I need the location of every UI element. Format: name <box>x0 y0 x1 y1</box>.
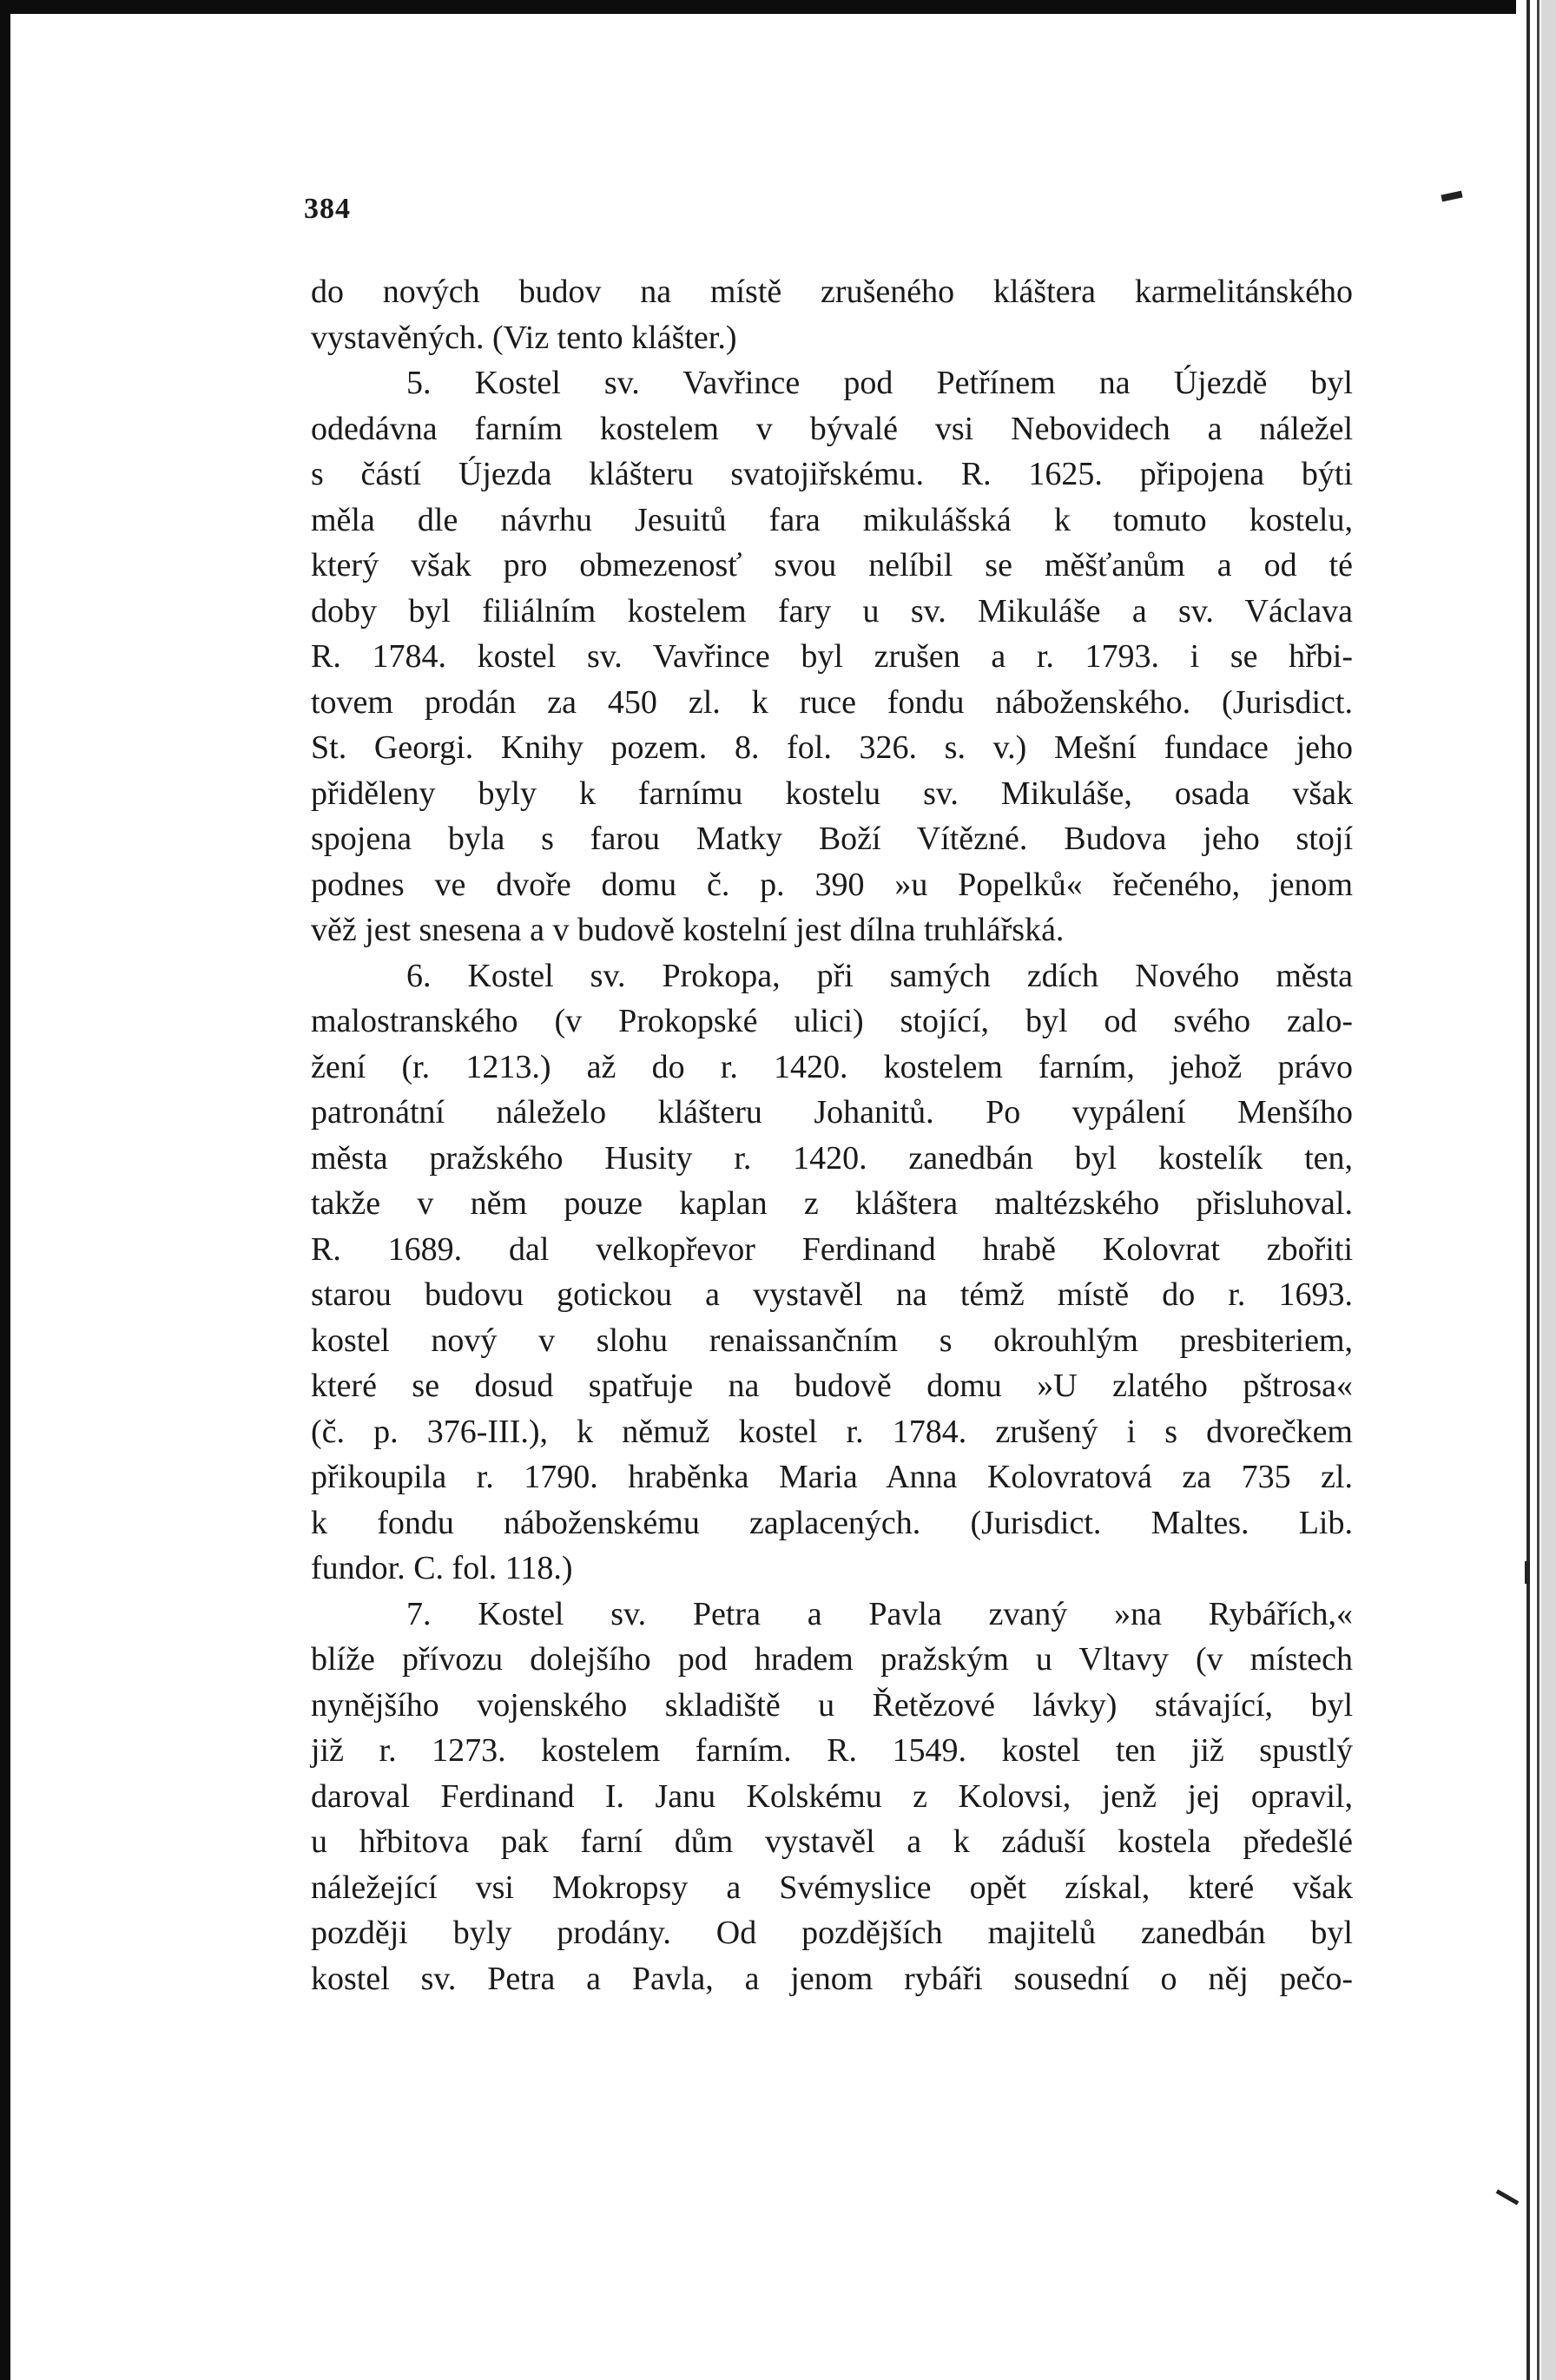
scan-right-edge-line <box>1526 0 1530 2380</box>
body-text <box>311 269 1353 2001</box>
text-line: starou budovu gotickou a vystavěl na témž místě do r. 1693. <box>311 1276 1353 1313</box>
scan-right-edge-line-secondary <box>1537 0 1540 2380</box>
text-line: který však pro obmezenosť svou nelíbil se měšťanům a od té <box>311 547 1353 583</box>
text-line: které se dosud spatřuje na budově domu »U zlatého pštrosa« <box>311 1368 1353 1404</box>
text-line: vystavěných. (Viz tento klášter.) <box>311 319 737 356</box>
text-line: přiděleny byly k farnímu kostelu sv. Mikuláše, osada však <box>311 775 1353 812</box>
text-line: R. 1784. kostel sv. Vavřince byl zrušen a r. 1793. i se hřbi- <box>311 638 1353 675</box>
page-number: 384 <box>304 193 351 225</box>
scan-top-border <box>0 0 1556 14</box>
text-line: (č. p. 376-III.), k němuž kostel r. 1784. zrušený i s dvorečkem <box>311 1413 1353 1450</box>
text-line: kostel sv. Petra a Pavla, a jenom rybáři sousední o něj pečo- <box>311 1960 1353 1997</box>
text-line: již r. 1273. kostelem farním. R. 1549. kostel ten již spustlý <box>311 1732 1353 1769</box>
text-line: podnes ve dvoře domu č. p. 390 »u Popelků« řečeného, jenom <box>311 866 1353 903</box>
text-line: St. Georgi. Knihy pozem. 8. fol. 326. s. v.) Mešní fundace jeho <box>311 729 1353 766</box>
text-line: přikoupila r. 1790. hraběnka Maria Anna Kolovratová za 735 zl. <box>311 1459 1353 1495</box>
text-line: odedávna farním kostelem v bývalé vsi Nebovidech a náležel <box>311 410 1353 447</box>
text-line: s částí Újezda klášteru svatojiřskému. R. 1625. připojena býti <box>311 456 1353 492</box>
text-line: později byly prodány. Od pozdějších majitelů zanedbán byl <box>311 1915 1353 1951</box>
text-line: náležející vsi Mokropsy a Svémyslice opět získal, které však <box>311 1869 1353 1906</box>
text-line: věž jest snesena a v budově kostelní jest dílna truhlářská. <box>311 912 1065 948</box>
text-line: doby byl filiálním kostelem fary u sv. Mikuláše a sv. Václava <box>311 592 1353 630</box>
text-line: blíže přívozu dolejšího pod hradem pražským u Vltavy (v místech <box>311 1641 1353 1678</box>
text-line: města pražského Husity r. 1420. zanedbán byl kostelík ten, <box>311 1139 1353 1177</box>
text-line: takže v něm pouze kaplan z kláštera maltézského přisluhoval. <box>311 1185 1353 1222</box>
text-line: měla dle návrhu Jesuitů fara mikulášská k tomuto kostelu, <box>311 501 1353 538</box>
scan-left-border <box>0 0 10 2380</box>
text-line: do nových budov na místě zrušeného kláštera karmelitánského <box>311 274 1353 310</box>
text-line: fundor. C. fol. 118.) <box>311 1550 573 1586</box>
scan-speck-top-right <box>1441 191 1462 202</box>
text-line: 7. Kostel sv. Petra a Pavla zvaný »na Rybářích,« <box>406 1595 1353 1632</box>
text-line: malostranského (v Prokopské ulici) stojící, byl od svého zalo- <box>311 1003 1353 1039</box>
scan-right-strip <box>1541 0 1556 2380</box>
text-line: R. 1689. dal velkopřevor Ferdinand hrabě Kolovrat zbořiti <box>311 1230 1353 1268</box>
text-line: 6. Kostel sv. Prokopa, při samých zdích Nového města <box>406 957 1353 994</box>
scan-speck-mid-right <box>1525 1561 1530 1584</box>
text-line: daroval Ferdinand I. Janu Kolskému z Kolovsi, jenž jej opravil, <box>311 1777 1353 1815</box>
text-line: nynějšího vojenského skladiště u Řetězové lávky) stávající, byl <box>311 1686 1353 1724</box>
text-line: u hřbitova pak farní dům vystavěl a k záduší kostela předešlé <box>311 1823 1353 1860</box>
text-line: spojena byla s farou Matky Boží Vítězné. Budova jeho stojí <box>311 821 1353 857</box>
text-line: patronátní náleželo klášteru Johanitů. Po vypálení Menšího <box>311 1094 1353 1131</box>
text-line: 5. Kostel sv. Vavřince pod Petřínem na Újezdě byl <box>406 365 1353 401</box>
text-line: tovem prodán za 450 zl. k ruce fondu náboženského. (Jurisdict. <box>311 683 1353 721</box>
text-line: kostel nový v slohu renaissančním s okrouhlým presbiteriem, <box>311 1322 1353 1359</box>
text-line: k fondu náboženskému zaplacených. (Jurisdict. Maltes. Lib. <box>311 1504 1353 1541</box>
text-line: žení (r. 1213.) až do r. 1420. kostelem farním, jehož právo <box>311 1048 1353 1085</box>
